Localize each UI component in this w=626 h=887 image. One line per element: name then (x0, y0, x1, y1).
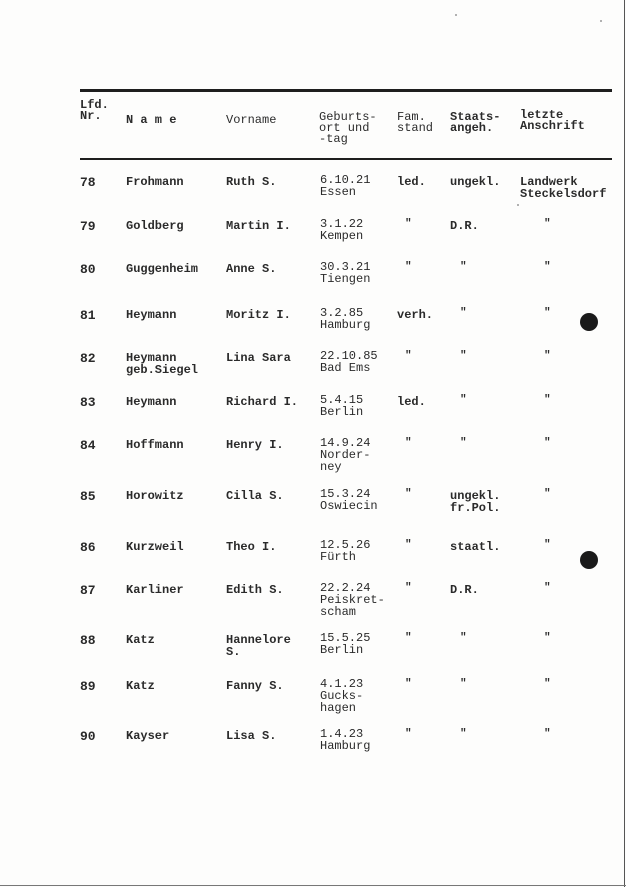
row-fam-stand: " (405, 218, 412, 230)
row-staatsangeh: " (460, 437, 467, 449)
row-geburt: 22.10.85 Bad Ems (320, 349, 378, 375)
row-vorname: Moritz I. (226, 308, 291, 322)
row-geburt: 14.9.24 Norder- ney (320, 436, 371, 474)
row-geburt: 30.3.21 Tiengen (320, 260, 371, 286)
row-anschrift: " (544, 539, 551, 551)
row-anschrift: " (544, 678, 551, 690)
row-staatsangeh: ungekl. fr.Pol. (450, 489, 501, 515)
row-name: Katz (126, 633, 155, 647)
row-number: 79 (80, 219, 96, 234)
punch-hole-lower (580, 551, 598, 569)
row-anschrift: " (544, 728, 551, 740)
row-staatsangeh: " (460, 678, 467, 690)
row-number: 88 (80, 633, 96, 648)
row-fam-stand: " (405, 728, 412, 740)
row-name: Kurzweil (126, 540, 184, 554)
row-number: 84 (80, 438, 96, 453)
row-geburt: 15.5.25 Berlin (320, 631, 371, 657)
row-name: Frohmann (126, 175, 184, 189)
row-number: 80 (80, 262, 96, 277)
row-fam-stand: " (405, 678, 412, 690)
row-geburt: 3.2.85 Hamburg (320, 306, 371, 332)
row-number: 86 (80, 540, 96, 555)
row-anschrift: " (544, 218, 551, 230)
row-vorname: Lina Sara (226, 351, 291, 365)
row-name: Heymann geb.Siegel (126, 351, 199, 377)
row-fam-stand: led. (397, 175, 426, 189)
row-fam-stand: " (405, 539, 412, 551)
punch-hole-upper (580, 313, 598, 331)
row-staatsangeh: ungekl. (450, 175, 501, 189)
row-number: 90 (80, 729, 96, 744)
row-vorname: Henry I. (226, 438, 284, 452)
header-anschrift: letzte Anschrift (520, 108, 585, 133)
row-name: Heymann (126, 395, 177, 409)
row-name: Hoffmann (126, 438, 184, 452)
row-geburt: 4.1.23 Gucks- hagen (320, 677, 364, 715)
row-staatsangeh: D.R. (450, 219, 479, 233)
header-name: N a m e (126, 113, 177, 127)
header-vorname: Vorname (226, 113, 277, 127)
row-name: Goldberg (126, 219, 184, 233)
row-staatsangeh: staatl. (450, 540, 501, 554)
table-top-rule (80, 89, 612, 92)
row-geburt: 6.10.21 Essen (320, 173, 371, 199)
scan-edge-right (624, 0, 625, 887)
row-number: 89 (80, 679, 96, 694)
row-staatsangeh: " (460, 632, 467, 644)
row-name: Katz (126, 679, 155, 693)
row-fam-stand: " (405, 437, 412, 449)
row-anschrift: " (544, 350, 551, 362)
row-fam-stand: " (405, 350, 412, 362)
row-anschrift: Landwerk Steckelsdorf (520, 175, 607, 201)
row-name: Heymann (126, 308, 177, 322)
row-fam-stand: " (405, 261, 412, 273)
header-staatsangeh: Staats- angeh. (450, 110, 501, 135)
row-geburt: 15.3.24 Oswiecin (320, 487, 378, 513)
header-lfd-nr: Lfd. Nr. (80, 98, 109, 123)
scan-speck (455, 14, 457, 16)
row-name: Karliner (126, 583, 184, 597)
row-vorname: Richard I. (226, 395, 299, 409)
row-fam-stand: verh. (397, 308, 434, 322)
scan-speck (517, 204, 519, 206)
row-anschrift: " (544, 582, 551, 594)
row-fam-stand: " (405, 582, 412, 594)
row-name: Horowitz (126, 489, 184, 503)
scan-edge-bottom (0, 885, 626, 886)
row-staatsangeh: " (460, 307, 467, 319)
row-number: 87 (80, 583, 96, 598)
header-fam-stand: Fam. stand (397, 110, 434, 135)
row-number: 78 (80, 175, 96, 190)
header-bottom-rule (80, 158, 612, 160)
row-name: Kayser (126, 729, 170, 743)
row-anschrift: " (544, 632, 551, 644)
row-anschrift: " (544, 488, 551, 500)
row-number: 85 (80, 489, 96, 504)
row-geburt: 12.5.26 Fürth (320, 538, 371, 564)
row-vorname: Anne S. (226, 262, 277, 276)
row-fam-stand: " (405, 632, 412, 644)
row-vorname: Hannelore S. (226, 633, 291, 659)
header-geburt: Geburts- ort und -tag (319, 110, 377, 146)
row-staatsangeh: " (460, 350, 467, 362)
scan-speck (600, 20, 602, 22)
row-anschrift: " (544, 261, 551, 273)
row-vorname: Martin I. (226, 219, 291, 233)
row-number: 82 (80, 351, 96, 366)
row-geburt: 22.2.24 Peiskret- scham (320, 581, 385, 619)
row-anschrift: " (544, 437, 551, 449)
row-fam-stand: led. (397, 395, 426, 409)
row-staatsangeh: D.R. (450, 583, 479, 597)
row-fam-stand: " (405, 488, 412, 500)
row-name: Guggenheim (126, 262, 199, 276)
row-number: 83 (80, 395, 96, 410)
row-number: 81 (80, 308, 96, 323)
row-vorname: Ruth S. (226, 175, 277, 189)
row-staatsangeh: " (460, 728, 467, 740)
row-staatsangeh: " (460, 261, 467, 273)
row-geburt: 5.4.15 Berlin (320, 393, 364, 419)
row-vorname: Fanny S. (226, 679, 284, 693)
row-geburt: 3.1.22 Kempen (320, 217, 364, 243)
row-staatsangeh: " (460, 394, 467, 406)
row-anschrift: " (544, 307, 551, 319)
row-vorname: Lisa S. (226, 729, 277, 743)
row-vorname: Edith S. (226, 583, 284, 597)
row-vorname: Theo I. (226, 540, 277, 554)
row-geburt: 1.4.23 Hamburg (320, 727, 371, 753)
row-vorname: Cilla S. (226, 489, 284, 503)
row-anschrift: " (544, 394, 551, 406)
